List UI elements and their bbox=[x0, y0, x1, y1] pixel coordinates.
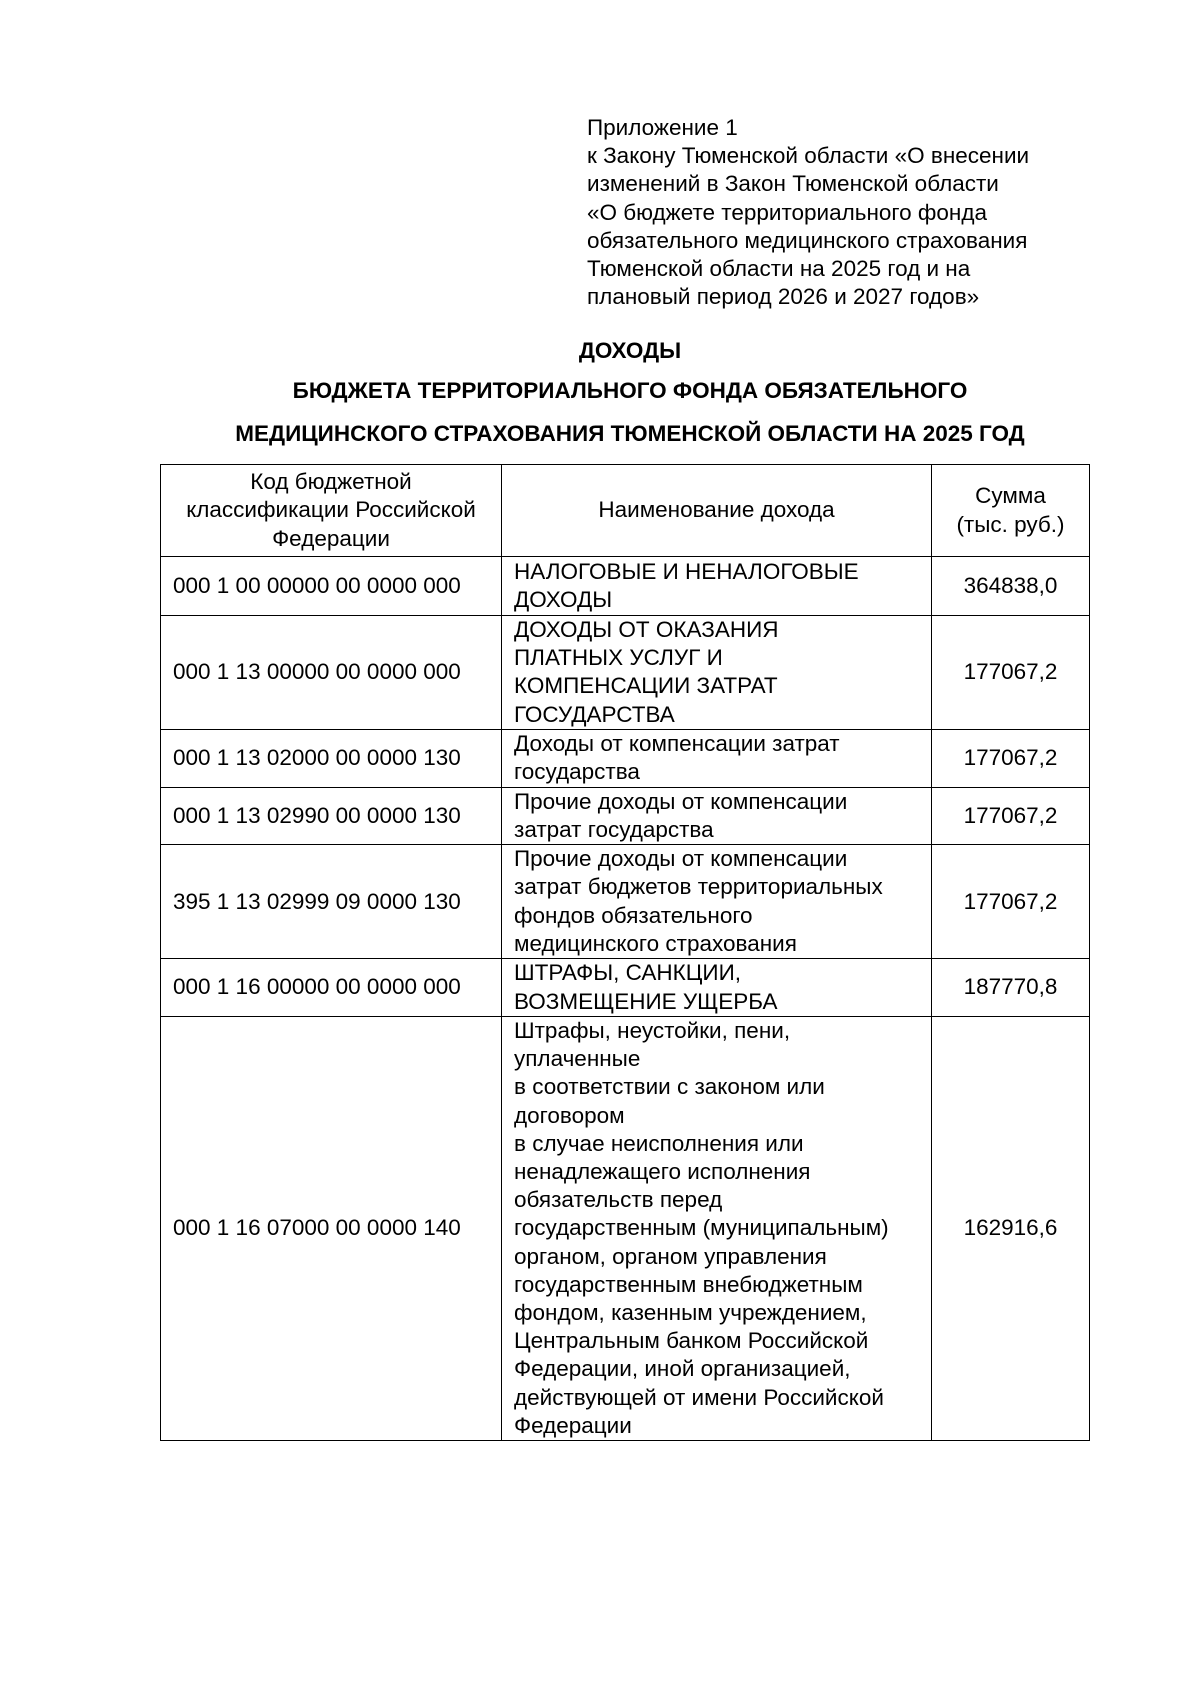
header-sum bbox=[932, 465, 1090, 557]
appendix-line: Тюменской области на 2025 год и на bbox=[587, 256, 971, 282]
table-row bbox=[161, 959, 1090, 1017]
income-name-line: государственным внебюджетным bbox=[514, 1271, 863, 1297]
document-subtitle-line-1: БЮДЖЕТА ТЕРРИТОРИАЛЬНОГО ФОНДА ОБЯЗАТЕЛЬНОГО bbox=[292, 378, 968, 403]
income-name-line: фондом, казенным учреждением, bbox=[514, 1300, 867, 1326]
table-row bbox=[161, 845, 1090, 959]
income-name-line: Штрафы, неустойки, пени, bbox=[514, 1018, 791, 1044]
budget-code-cell: 000 1 13 00000 00 0000 000 bbox=[161, 616, 502, 730]
income-name-cell bbox=[502, 787, 932, 844]
header-code-line: Код бюджетной bbox=[250, 469, 412, 495]
income-name-line: ненадлежащего исполнения bbox=[514, 1159, 811, 1185]
budget-code-cell: 000 1 16 07000 00 0000 140 bbox=[161, 1017, 502, 1441]
income-name-line: Центральным банком Российской bbox=[514, 1328, 869, 1354]
income-name-line: договором bbox=[514, 1102, 625, 1128]
income-name-cell bbox=[502, 616, 932, 730]
income-name-line: государственным (муниципальным) bbox=[514, 1215, 889, 1241]
income-name-line: ДОХОДЫ bbox=[514, 587, 613, 612]
table-row bbox=[161, 729, 1090, 787]
income-name-line: ВОЗМЕЩЕНИЕ УЩЕРБА bbox=[514, 988, 778, 1014]
document-subtitle-line-2: МЕДИЦИНСКОГО СТРАХОВАНИЯ ТЮМЕНСКОЙ ОБЛАСТИ НА 2025 ГОД bbox=[235, 421, 1025, 446]
income-name-cell bbox=[502, 557, 932, 616]
amount-cell: 162916,6 bbox=[932, 1017, 1090, 1441]
income-name-line: действующей от имени Российской bbox=[514, 1384, 884, 1410]
header-code bbox=[161, 465, 502, 557]
income-name-line: органом, органом управления bbox=[514, 1243, 827, 1269]
amount-cell: 177067,2 bbox=[932, 729, 1090, 787]
income-name-line: Федерации, иной организацией, bbox=[514, 1356, 851, 1382]
budget-code-cell: 000 1 16 00000 00 0000 000 bbox=[161, 959, 502, 1017]
document-title: ДОХОДЫ bbox=[578, 338, 682, 363]
amount-cell: 177067,2 bbox=[932, 787, 1090, 844]
income-name-line: Федерации bbox=[514, 1412, 632, 1438]
income-name-cell bbox=[502, 959, 932, 1017]
table-header-row bbox=[161, 465, 1090, 557]
income-name-line: НАЛОГОВЫЕ И НЕНАЛОГОВЫЕ bbox=[514, 558, 859, 584]
budget-code-cell: 000 1 00 00000 00 0000 000 bbox=[161, 557, 502, 616]
income-name-line: фондов обязательного bbox=[514, 902, 753, 928]
income-name-line: затрат бюджетов территориальных bbox=[514, 874, 883, 900]
income-name-line: КОМПЕНСАЦИИ ЗАТРАТ bbox=[514, 673, 778, 699]
income-name-line: обязательств перед bbox=[514, 1187, 723, 1213]
income-name-line: Доходы от компенсации затрат bbox=[514, 731, 840, 757]
income-name-cell bbox=[502, 845, 932, 959]
appendix-line: к Закону Тюменской области «О внесении bbox=[587, 143, 1030, 169]
amount-cell: 177067,2 bbox=[932, 616, 1090, 730]
income-name-line: государства bbox=[514, 759, 640, 785]
income-name-line: ШТРАФЫ, САНКЦИИ, bbox=[514, 960, 742, 986]
income-name-line: Прочие доходы от компенсации bbox=[514, 788, 848, 814]
appendix-line: плановый период 2026 и 2027 годов» bbox=[587, 284, 980, 310]
amount-cell: 364838,0 bbox=[932, 557, 1090, 616]
table-row bbox=[161, 1017, 1090, 1441]
header-sum-line: (тыс. руб.) bbox=[956, 511, 1065, 537]
header-code-line: классификации Российской bbox=[186, 497, 476, 523]
appendix-line: «О бюджете территориального фонда bbox=[587, 199, 987, 225]
appendix-line: изменений в Закон Тюменской области bbox=[587, 171, 999, 197]
income-name-line: ДОХОДЫ ОТ ОКАЗАНИЯ bbox=[514, 617, 779, 642]
table-row bbox=[161, 616, 1090, 730]
table-row bbox=[161, 787, 1090, 844]
table-row bbox=[161, 557, 1090, 616]
header-sum-line: Сумма bbox=[975, 483, 1046, 509]
budget-code-cell: 000 1 13 02990 00 0000 130 bbox=[161, 787, 502, 844]
appendix-line: Приложение 1 bbox=[587, 115, 738, 140]
amount-cell: 187770,8 bbox=[932, 959, 1090, 1017]
income-name-line: медицинского страхования bbox=[514, 930, 797, 956]
amount-cell: 177067,2 bbox=[932, 845, 1090, 959]
income-name-line: затрат государства bbox=[514, 817, 714, 843]
income-name-line: Прочие доходы от компенсации bbox=[514, 846, 848, 872]
budget-code-cell: 395 1 13 02999 09 0000 130 bbox=[161, 845, 502, 959]
header-code-line: Федерации bbox=[272, 525, 390, 551]
income-name-line: ГОСУДАРСТВА bbox=[514, 701, 675, 727]
header-name bbox=[502, 465, 932, 557]
appendix-line: обязательного медицинского страхования bbox=[587, 227, 1028, 253]
header-name-text: Наименование дохода bbox=[598, 497, 835, 523]
income-name-line: в соответствии с законом или bbox=[514, 1074, 825, 1100]
appendix-header bbox=[587, 114, 1107, 311]
income-name-line: ПЛАТНЫХ УСЛУГ И bbox=[514, 645, 723, 671]
budget-code-cell: 000 1 13 02000 00 0000 130 bbox=[161, 729, 502, 787]
income-name-line: уплаченные bbox=[514, 1046, 641, 1072]
income-name-cell bbox=[502, 729, 932, 787]
income-table bbox=[160, 464, 1090, 1441]
income-name-line: в случае неисполнения или bbox=[514, 1130, 804, 1156]
income-name-cell bbox=[502, 1017, 932, 1441]
